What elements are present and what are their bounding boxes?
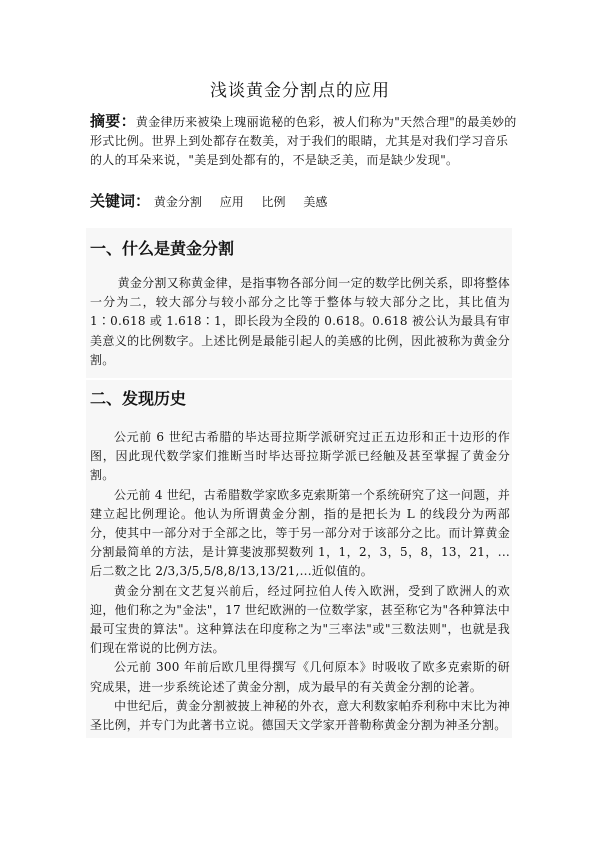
paragraph: 中世纪后，黄金分割被披上神秘的外衣，意大利数家帕乔利称中末比为神圣比例，并专门为此著书立说。德国天文学家开普勒称黄金分割为神圣分割。 — [90, 698, 510, 733]
abstract-text: 黄金律历来被染上瑰丽诡秘的色彩，被人们称为"天然合理"的最美妙的形式比例。世界上到处都存在数美，对于我们的眼睛，尤其是对我们学习音乐的人的耳朵来说，"美是到处都有的，不是缺乏美，而是缺少发现"。 — [90, 115, 517, 167]
keywords — [90, 190, 520, 211]
keywords-label: 关键词： — [90, 192, 151, 210]
paragraph: 黄金分割在文艺复兴前后，经过阿拉伯人传入欧洲，受到了欧洲人的欢迎，他们称之为"金法"，17 世纪欧洲的一位数学家，甚至称它为"各种算法中最可宝贵的算法"。这种算法在印度称之为"三率法"或"三数法则"，也就是我们现在常说的比例方法。 — [90, 583, 510, 656]
abstract — [90, 112, 520, 170]
section-body — [90, 274, 510, 370]
section-heading: 二、发现历史 — [90, 389, 187, 408]
keyword: 美感 — [303, 195, 328, 209]
section-body — [90, 428, 510, 735]
document-title: 浅谈黄金分割点的应用 — [210, 81, 390, 101]
paragraph: 黄金分割又称黄金律，是指事物各部分间一定的数学比例关系，即将整体一分为二，较大部分与较小部分之比等于整体与较大部分之比，其比值为 1∶0.618 或 1.618∶1，即长段为全段的 0.618。0.618 被公认为最具有审美意义的比例数字。上述比例是最能引起人的美感的比例，因此被称为黄金分割。 — [90, 276, 510, 367]
paragraph: 公元前 6 世纪古希腊的毕达哥拉斯学派研究过正五边形和正十边形的作图，因此现代数学家们推断当时毕达哥拉斯学派已经触及甚至掌握了黄金分割。 — [90, 430, 510, 483]
abstract-label: 摘要： — [90, 112, 136, 130]
keyword: 应用 — [219, 195, 244, 209]
keyword: 比例 — [261, 195, 286, 209]
keyword: 黄金分割 — [153, 195, 202, 209]
paragraph: 公元前 300 年前后欧几里得撰写《几何原本》时吸收了欧多克索斯的研究成果，进一步系统论述了黄金分割，成为最早的有关黄金分割的论著。 — [90, 660, 510, 694]
section-heading: 一、什么是黄金分割 — [90, 239, 235, 258]
paragraph: 公元前 4 世纪，古希腊数学家欧多克索斯第一个系统研究了这一问题，并建立起比例理论。他认为所谓黄金分割，指的是把长为 L 的线段分为两部分，使其中一部分对于全部之比，等于另一部分对于该部分之比。而计算黄金分割最简单的方法，是计算斐波那契数列 1，1，2，3，5，8，13，21，...后二数之比 2/3,3/5,5/8,8/13,13/21,...近似值的。 — [90, 487, 510, 579]
